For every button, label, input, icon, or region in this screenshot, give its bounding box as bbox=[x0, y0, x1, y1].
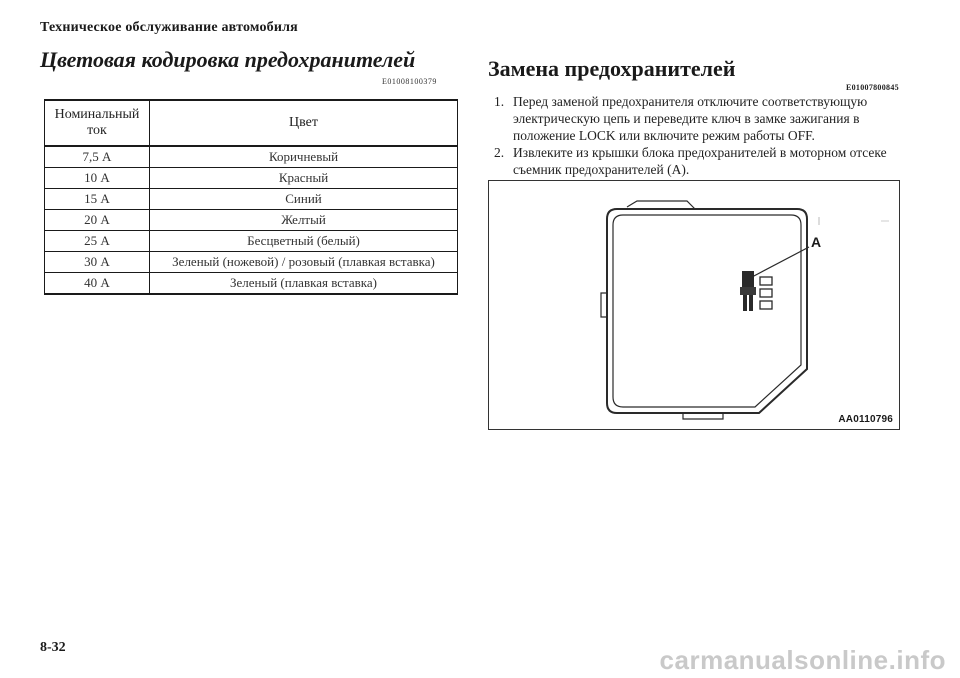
cell-color: Бесцветный (белый) bbox=[150, 231, 458, 252]
header-rated-current: Номинальный ток bbox=[45, 100, 150, 146]
step-text: Извлеките из крышки блока предохранителей в моторном отсеке съемник предохранителей (A). bbox=[513, 145, 887, 177]
table-row bbox=[45, 189, 458, 210]
table-row bbox=[45, 231, 458, 252]
table-row bbox=[45, 146, 458, 168]
step-number: 2. bbox=[494, 145, 505, 160]
section-code-fuse-replacement: E01007800845 bbox=[846, 83, 899, 92]
fuse-puller bbox=[740, 271, 756, 311]
table-row bbox=[45, 252, 458, 273]
cell-color: Желтый bbox=[150, 210, 458, 231]
cell-current: 10 А bbox=[45, 168, 150, 189]
fuse-box-cover-inner-outline bbox=[613, 215, 801, 407]
table-header-row bbox=[45, 100, 458, 146]
fuse-box-illustration bbox=[488, 180, 900, 430]
watermark: carmanualsonline.info bbox=[659, 645, 946, 675]
fuse-box-cover-drawing bbox=[489, 181, 899, 429]
cell-color: Синий bbox=[150, 189, 458, 210]
step-number: 1. bbox=[494, 94, 505, 109]
instruction-step bbox=[494, 93, 914, 144]
cell-color: Зеленый (плавкая вставка) bbox=[150, 273, 458, 295]
fuse-slot bbox=[760, 277, 772, 285]
cell-color: Зеленый (ножевой) / розовый (плавкая вставка) bbox=[150, 252, 458, 273]
table-row bbox=[45, 168, 458, 189]
cell-color: Красный bbox=[150, 168, 458, 189]
callout-label-a: A bbox=[811, 234, 822, 250]
section-title-fuse-replacement: Замена предохранителей bbox=[488, 56, 736, 81]
cell-current: 7,5 А bbox=[45, 146, 150, 168]
figure-code: AA0110796 bbox=[838, 414, 893, 425]
section-code-fuse-colors: E01008100379 bbox=[382, 77, 437, 86]
fuse-slot bbox=[760, 289, 772, 297]
table-row bbox=[45, 273, 458, 295]
step-text: Перед заменой предохранителя отключите соответствующую электрическую цепь и переведите ключ в замке зажигания в положение LOCK или включите режим работы OFF. bbox=[513, 94, 868, 143]
fuse-slot bbox=[760, 301, 772, 309]
cell-current: 15 А bbox=[45, 189, 150, 210]
fuse-box-cover-outline bbox=[607, 209, 807, 413]
page-number: 8-32 bbox=[40, 640, 66, 655]
instruction-steps bbox=[494, 93, 914, 178]
cell-current: 25 А bbox=[45, 231, 150, 252]
cover-top-tab bbox=[627, 201, 695, 209]
cell-color: Коричневый bbox=[150, 146, 458, 168]
cell-current: 30 А bbox=[45, 252, 150, 273]
cell-current: 40 А bbox=[45, 273, 150, 295]
table-row bbox=[45, 210, 458, 231]
cell-current: 20 А bbox=[45, 210, 150, 231]
header-color: Цвет bbox=[150, 100, 458, 146]
fuse-color-table bbox=[44, 99, 458, 295]
instruction-step bbox=[494, 144, 914, 178]
section-title-fuse-colors: Цветовая кодировка предохранителей bbox=[40, 47, 416, 72]
running-header: Техническое обслуживание автомобиля bbox=[40, 20, 298, 35]
